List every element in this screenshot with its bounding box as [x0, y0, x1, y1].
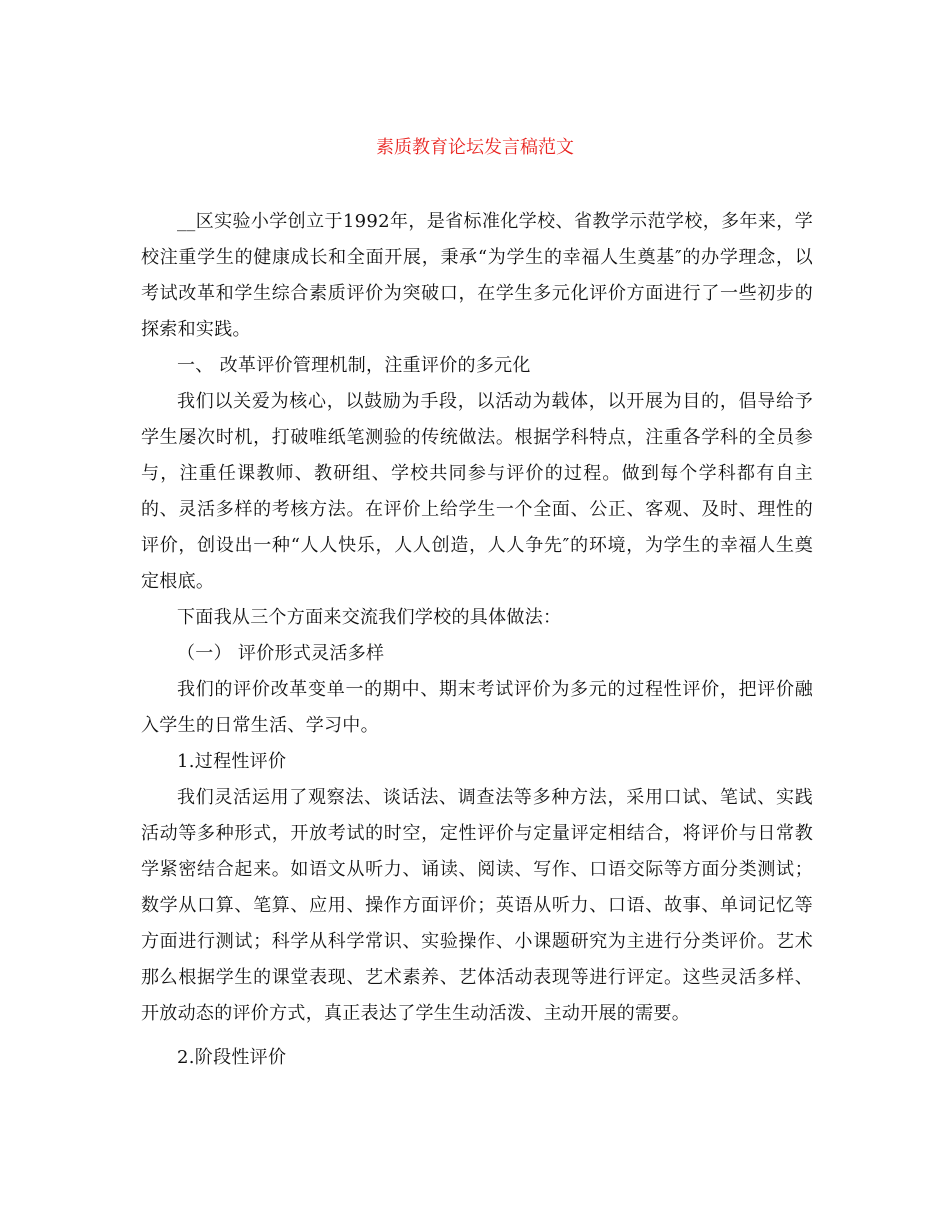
paragraph-three-aspects: 下面我从三个方面来交流我们学校的具体做法：	[177, 607, 562, 628]
section-heading-1: 一、 改革评价管理机制，注重评价的多元化	[177, 355, 531, 376]
document-body	[141, 204, 813, 1076]
item-heading-process-evaluation: 1.过程性评价	[177, 751, 287, 772]
item-heading-stage-evaluation: 2.阶段性评价	[177, 1047, 287, 1068]
paragraph-intro: __区实验小学创立于1992年，是省标准化学校、省教学示范学校，多年来，学校注重学生的健康成长和全面开展，秉承“为学生的幸福人生奠基″的办学理念，以考试改革和学生综合素质评价为突破口，在学生多元化评价方面进行了一些初步的探索和实践。	[141, 211, 813, 340]
paragraph-evaluation-mechanism: 我们以关爱为核心，以鼓励为手段，以活动为载体，以开展为目的，倡导给予学生屡次时机，打破唯纸笔测验的传统做法。根据学科特点，注重各学科的全员参与，注重任课教师、教研组、学校共同参与评价的过程。做到每个学科都有自主的、灵活多样的考核方法。在评价上给学生一个全面、公正、客观、及时、理性的评价，创设出一种“人人快乐，人人创造，人人争先″的环境，为学生的幸福人生奠定根底。	[141, 391, 813, 592]
paragraph-evaluation-reform: 我们的评价改革变单一的期中、期末考试评价为多元的过程性评价，把评价融入学生的日常生活、学习中。	[141, 679, 813, 736]
document-title: 素质教育论坛发言稿范文	[376, 137, 574, 158]
subsection-heading-1: （一） 评价形式灵活多样	[177, 643, 385, 664]
paragraph-process-evaluation: 我们灵活运用了观察法、谈话法、调查法等多种方法，采用口试、笔试、实践活动等多种形式，开放考试的时空，定性评价与定量评定相结合，将评价与日常教学紧密结合起来。如语文从听力、诵读、阅读、写作、口语交际等方面分类测试；数学从口算、笔算、应用、操作方面评价；英语从听力、口语、故事、单词记忆等方面进行测试；科学从科学常识、实验操作、小课题研究为主进行分类评价。艺术那么根据学生的课堂表现、艺术素养、艺体活动表现等进行评定。这些灵活多样、开放动态的评价方式，真正表达了学生生动活泼、主动开展的需要。	[141, 787, 813, 1024]
